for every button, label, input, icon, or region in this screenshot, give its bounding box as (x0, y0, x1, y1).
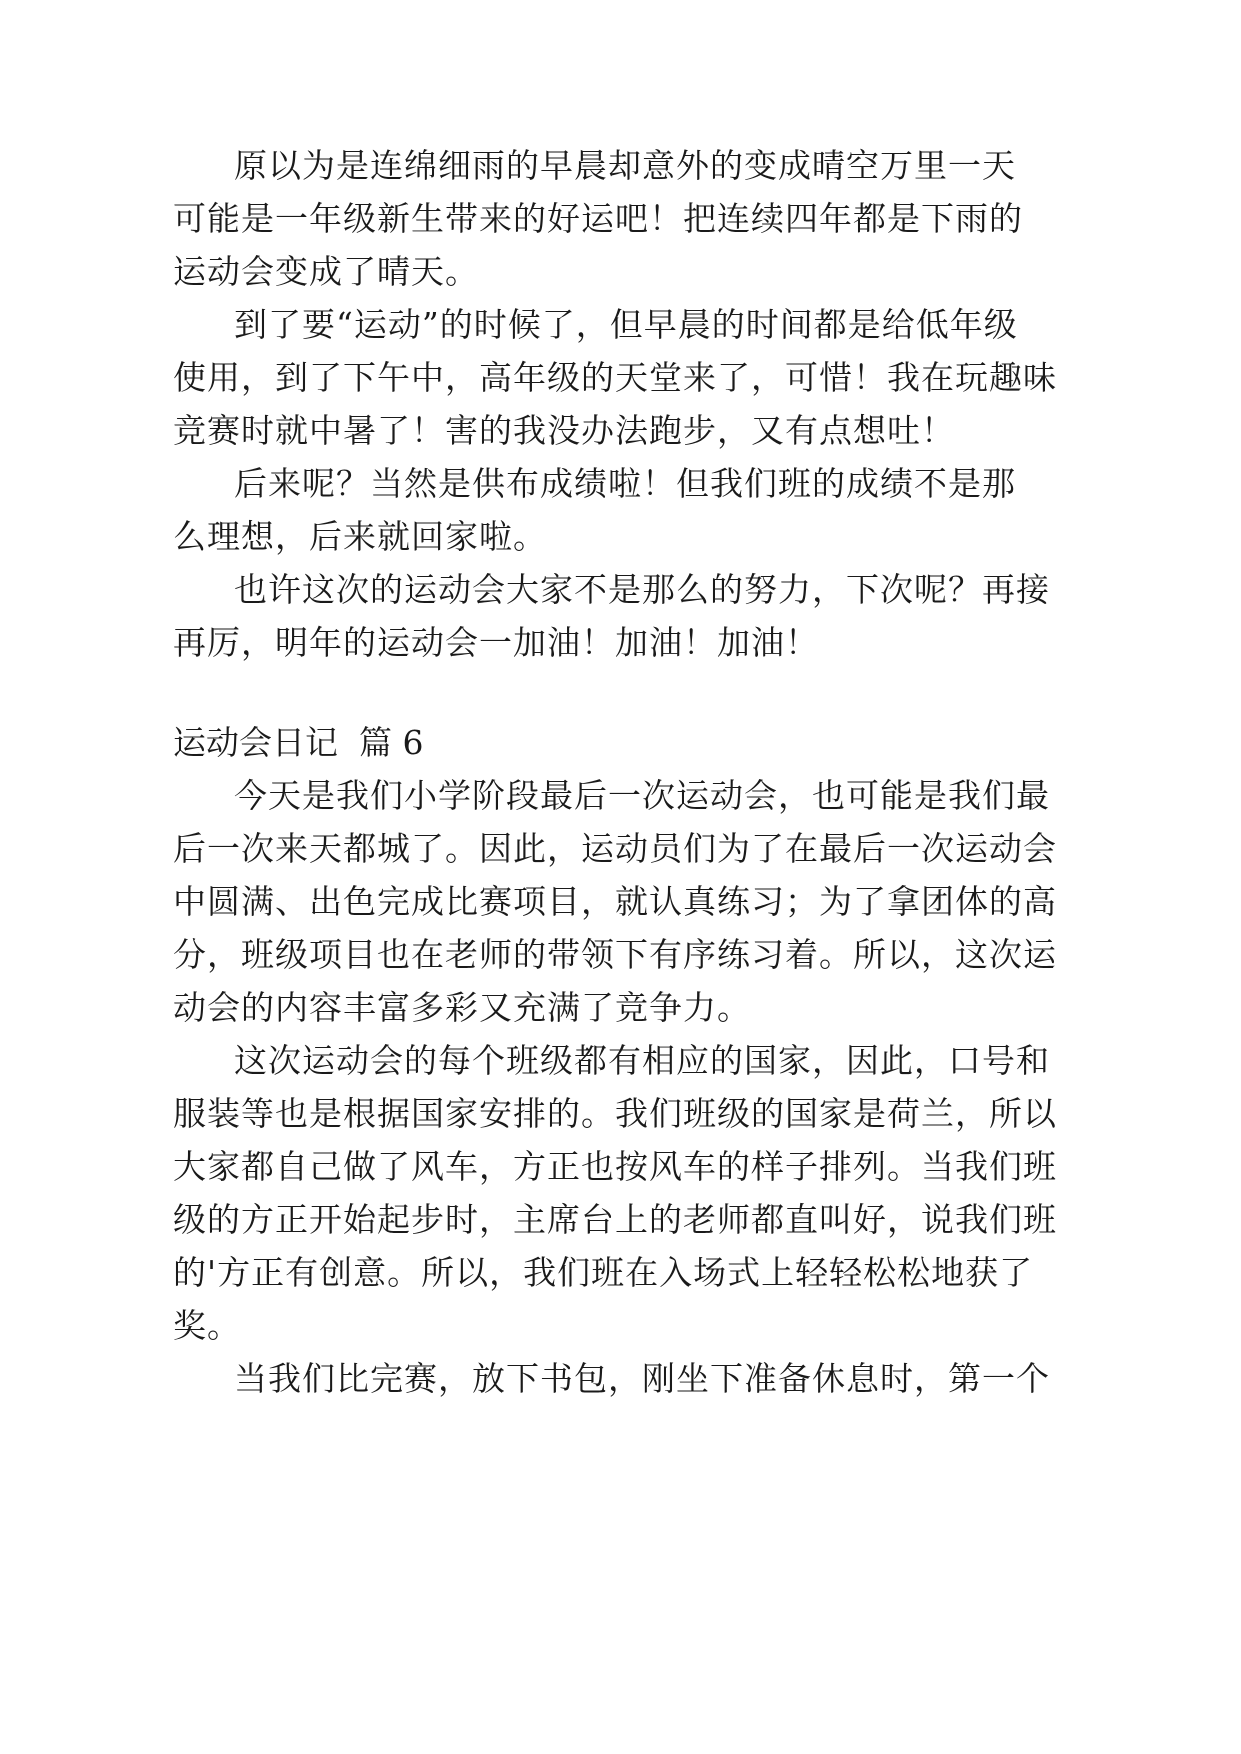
text-line: 使用，到了下午中，高年级的天堂来了，可惜！我在玩趣味 (173, 358, 1057, 397)
text-line: 也许这次的运动会大家不是那么的努力，下次呢？再接 (234, 570, 1050, 609)
section-heading: 运动会日记 篇 6 (173, 723, 424, 762)
text-line: 竞赛时就中暑了！害的我没办法跑步，又有点想吐！ (173, 411, 955, 450)
text-line: 动会的内容丰富多彩又充满了竞争力。 (173, 988, 751, 1027)
text-line: 分，班级项目也在老师的带领下有序练习着。所以，这次运 (173, 935, 1057, 974)
text-line: 这次运动会的每个班级都有相应的国家，因此，口号和 (234, 1041, 1050, 1080)
text-line: 原以为是连绵细雨的早晨却意外的变成晴空万里一天 (234, 146, 1016, 185)
text-line: 当我们比完赛，放下书包，刚坐下准备休息时，第一个 (234, 1359, 1050, 1398)
text-line: 到了要“运动”的时候了，但早晨的时间都是给低年级 (234, 305, 1018, 344)
text-line: 再厉，明年的运动会一加油！加油！加油！ (173, 623, 819, 662)
text-line: 今天是我们小学阶段最后一次运动会，也可能是我们最 (234, 776, 1050, 815)
text-line: 么理想，后来就回家啦。 (173, 517, 547, 556)
text-line: 的'方正有创意。所以，我们班在入场式上轻轻松松地获了 (173, 1253, 1034, 1292)
text-line: 中圆满、出色完成比赛项目，就认真练习；为了拿团体的高 (173, 882, 1057, 921)
text-line: 可能是一年级新生带来的好运吧！把连续四年都是下雨的 (173, 199, 1023, 238)
text-line: 服装等也是根据国家安排的。我们班级的国家是荷兰，所以 (173, 1094, 1057, 1133)
text-line: 级的方正开始起步时，主席台上的老师都直叫好，说我们班 (173, 1200, 1057, 1239)
text-line: 后来呢？当然是供布成绩啦！但我们班的成绩不是那 (234, 464, 1016, 503)
text-line: 大家都自己做了风车，方正也按风车的样子排列。当我们班 (173, 1147, 1057, 1186)
text-line: 后一次来天都城了。因此，运动员们为了在最后一次运动会 (173, 829, 1057, 868)
text-line: 运动会变成了晴天。 (173, 252, 479, 291)
text-line: 奖。 (173, 1306, 241, 1345)
